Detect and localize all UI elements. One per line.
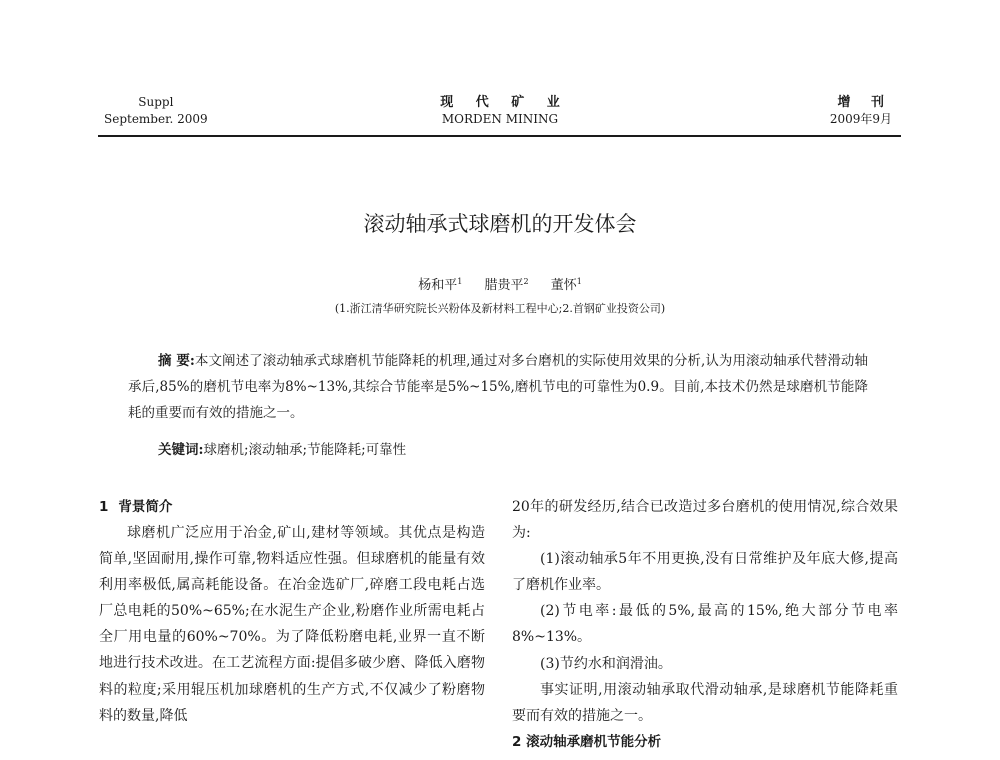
journal-name	[400, 94, 600, 128]
supplement-label-cn: 增 刊	[837, 95, 892, 110]
keywords	[158, 438, 406, 458]
section-heading-next: 2 滚动轴承磨机节能分析	[512, 733, 662, 750]
author-affiliation: (1.浙江清华研究院长兴粉体及新材料工程中心;2.首钢矿业投资公司)	[334, 302, 666, 315]
abstract-text: 本文阐述了滚动轴承式球磨机节能降耗的机理,通过对多台磨机的实际使用效果的分析,认为用滚动轴承代替滑动轴承后,85%的磨机节电率为8%~13%,其综合节能率是5%~15%,磨机节电的可靠性为0.9。目前,本技术仍然是球磨机节能降耗的重要而有效的措施之一。	[128, 353, 868, 421]
issue-date-cn: 2009年9月	[829, 112, 892, 126]
body-paragraph: 事实证明,用滚动轴承取代滑动轴承,是球磨机节能降耗重要而有效的措施之一。	[512, 681, 898, 724]
issue-date-en: September. 2009	[104, 112, 208, 126]
journal-name-cn: 现 代 矿 业	[440, 95, 569, 110]
header-rule	[98, 135, 901, 137]
journal-issue-info-cn	[830, 94, 892, 128]
body-paragraph: (3)节约水和润滑油。	[540, 655, 672, 672]
body-paragraph: 20年的研发经历,结合已改造过多台磨机的使用情况,综合效果为:	[512, 499, 898, 542]
abstract	[128, 348, 868, 426]
section-heading	[99, 494, 485, 520]
suppl-label: Suppl	[138, 95, 174, 109]
body-paragraph: 球磨机广泛应用于冶金,矿山,建材等领域。其优点是构造简单,坚固耐用,操作可靠,物料适应性强。但球磨机的能量有效利用率极低,属高耗能设备。在冶金选矿厂,碎磨工段电耗占选厂总电耗的50%~65%;在水泥生产企业,粉磨作业所需电耗占全厂用电量的60%~70%。为了降低粉磨电耗,业界一直不断地进行技术改进。在工艺流程方面:提倡多破少磨、降低入磨物料的粒度;采用辊压机加球磨机的生产方式,不仅减少了粉磨物料的数量,降低	[99, 525, 485, 724]
journal-name-en: MORDEN MINING	[441, 112, 559, 126]
section-title: 背景简介	[118, 499, 173, 515]
body-paragraph: (2)节电率:最低的5%,最高的15%,绝大部分节电率8%~13%。	[512, 603, 898, 646]
keywords-text: 球磨机;滚动轴承;节能降耗;可靠性	[203, 442, 407, 458]
author: 董怀$^1$	[550, 277, 582, 293]
left-column	[99, 494, 485, 729]
paper-title: 滚动轴承式球磨机的开发体会	[363, 212, 637, 236]
author: 腊贵平$^2$	[484, 277, 529, 293]
author-list	[0, 274, 1000, 293]
right-column	[512, 494, 898, 755]
abstract-label: 摘 要:	[158, 353, 195, 369]
journal-issue-info	[104, 94, 208, 128]
section-number: 1	[99, 499, 109, 515]
keywords-label: 关键词:	[158, 442, 204, 458]
body-paragraph: (1)滚动轴承5年不用更换,没有日常维护及年底大修,提高了磨机作业率。	[512, 551, 898, 594]
author: 杨和平$^1$	[418, 277, 463, 293]
